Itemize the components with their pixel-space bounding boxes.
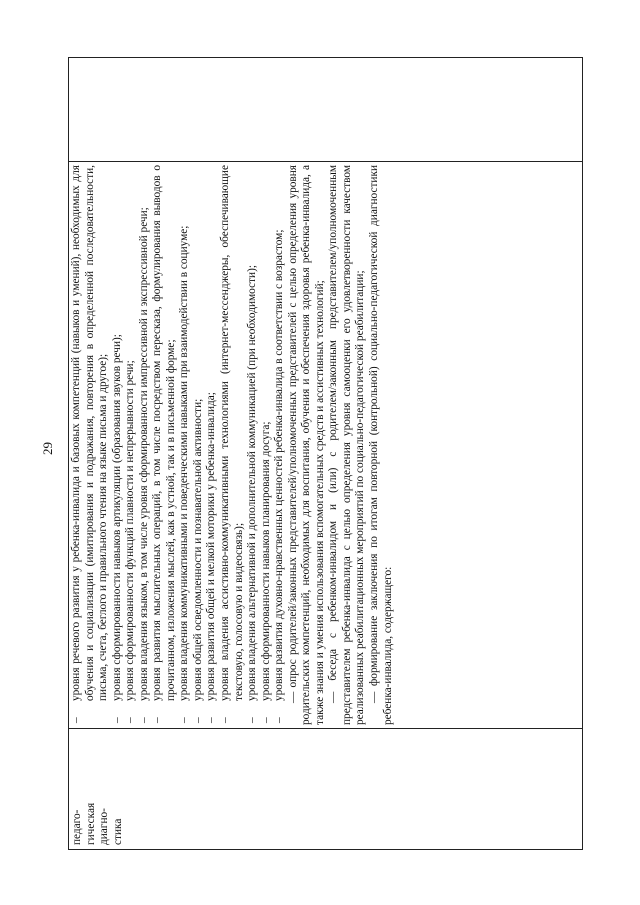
paragraph: — опрос родителей/законных представителей/уполномоченных представителей с целью определения уровня родительских компетенций, необходимых для воспитания, обучения и обеспечения здоровья ребенка-инвалида, а также знания и умения использования вспомогательных средств и ассистивных технологий;	[286, 165, 326, 725]
dash-marker: –	[178, 717, 191, 723]
list-item	[273, 165, 287, 725]
list-item-text: уровня развития мыслительных операций, в том числе посредством пересказа, формулирования выводов о прочитанном, изложения мыслей, как в устной, так и в письменной форме;	[151, 165, 177, 701]
dash-marker: –	[219, 717, 232, 723]
items-list	[70, 165, 287, 725]
list-item-text: уровня сформированности навыков планирования досуга;	[259, 421, 272, 701]
list-item	[70, 165, 111, 725]
list-item	[205, 165, 219, 725]
list-item-text: уровня сформированности навыков артикуляции (образования звуков речи);	[110, 334, 123, 701]
list-item-text: уровня сформированности функций плавности и непрерывности речи;	[124, 360, 137, 701]
list-item-text: уровня общей осведомленности и познавательной активности;	[191, 398, 204, 701]
list-item-text: уровня владения коммуникативными и поведенческими навыками при взаимодействии в социуме;	[178, 225, 191, 701]
rotated-page-content	[40, 75, 583, 850]
dash-marker: –	[151, 717, 164, 723]
empty-cell	[69, 58, 583, 162]
list-item-text: уровня развития духовно-нравственных ценностей ребенка-инвалида в соответствии с возрастом;	[273, 229, 286, 701]
list-item	[151, 165, 178, 725]
dash-marker: –	[137, 717, 150, 723]
list-item	[219, 165, 246, 725]
list-item-text: уровня владения альтернативной и дополнительной коммуникацией (при необходимости);	[246, 265, 259, 701]
list-item-text: уровня развития общей и мелкой моторики у ребенка-инвалида;	[205, 392, 218, 701]
dash-marker: –	[191, 717, 204, 723]
section-label: педаго- гическая диагно- стика	[71, 802, 124, 845]
dash-marker: –	[124, 717, 137, 723]
dash-marker: –	[273, 717, 286, 723]
list-item-text: уровня речевого развития у ребенка-инвалида и базовых компетенций (навыков и умений), необходимых для обучения и социализации (имитирования и подражания, повторения в определенной последовательности, письма, счета, беглого и правильного чтения на языке письма и другое);	[70, 165, 110, 701]
list-item	[178, 165, 192, 725]
content-cell	[69, 162, 583, 729]
section-label-cell	[69, 729, 583, 850]
page-number: 29	[40, 442, 55, 455]
list-item	[111, 165, 125, 725]
paragraph: — беседа с ребенком-инвалидом и (или) с родителем/законным представителем/уполномоченным представителем ребенка-инвалида с целью определения уровня самооценки его удовлетворенности качеством реализованных реабилитационных мероприятий по социально-педагогической реабилитации;	[327, 165, 367, 725]
list-item-text: уровня владения языком, в том числе уровня сформированности импрессивной и экспрессивной речи;	[137, 207, 150, 701]
list-item	[138, 165, 152, 725]
dash-marker: –	[110, 717, 123, 723]
list-item	[124, 165, 138, 725]
content-table	[68, 57, 583, 850]
dash-marker: –	[70, 717, 82, 723]
list-item	[246, 165, 260, 725]
table-row	[69, 58, 583, 850]
list-item-text: уровня владения ассистивно-коммуникативными технологиями (интернет-мессенджеры, обеспечивающие текстовую, голосовую и видеосвязь);	[219, 165, 245, 701]
dash-marker: –	[205, 717, 218, 723]
list-item	[192, 165, 206, 725]
paragraph: — формирование заключения по итогам повторной (контрольной) социально-педагогической диагностики ребенка-инвалида, содержащего:	[368, 165, 394, 725]
list-item	[260, 165, 274, 725]
dash-marker: –	[259, 717, 272, 723]
paragraphs-list	[287, 165, 395, 725]
dash-marker: –	[246, 717, 259, 723]
